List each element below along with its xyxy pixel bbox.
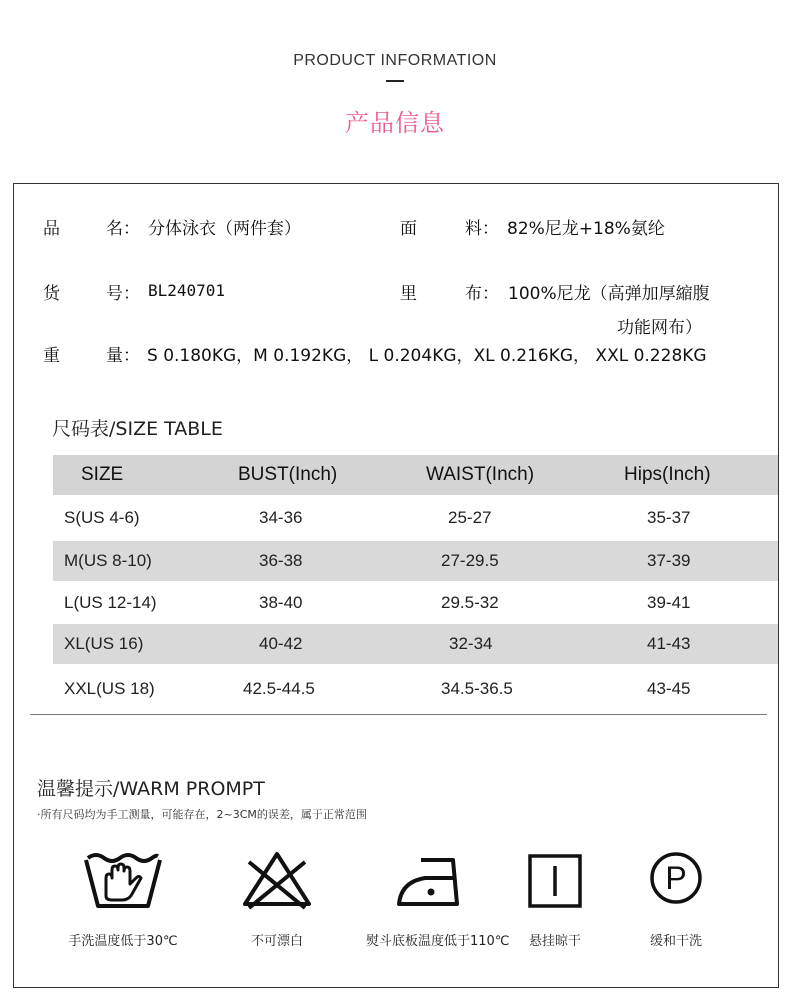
cell-hips: 41-43 (647, 634, 691, 653)
cell-size: S(US 4-6) (64, 508, 140, 527)
info-lining-label-2: 布： (465, 284, 499, 304)
table-header-row (53, 455, 778, 495)
table-row (53, 664, 778, 714)
cell-size: XXL(US 18) (64, 679, 155, 698)
dry-clean-p-icon (648, 848, 704, 910)
measurement-note: ·所有尺码均为手工测量，可能存在，2~3CM的误差，属于正常范围 (37, 808, 367, 821)
table-row (53, 624, 778, 664)
cell-waist: 32-34 (449, 634, 493, 653)
care-item-hand-wash (58, 848, 188, 949)
care-caption: 缓和干洗 (649, 934, 702, 949)
cell-hips: 35-37 (647, 508, 691, 527)
col-header-bust: BUST(Inch) (238, 464, 338, 485)
care-caption: 手洗温度低于30℃ (68, 934, 178, 949)
cell-bust: 40-42 (259, 634, 303, 653)
info-name-value: 分体泳衣（两件套） (148, 219, 301, 239)
info-weight-value: S 0.180KG，M 0.192KG， L 0.204KG，XL 0.216KG， XXL 0.228KG (147, 346, 707, 366)
table-row (53, 495, 778, 541)
care-item-iron (366, 848, 510, 949)
cell-size: L(US 12-14) (64, 592, 157, 612)
col-header-hips: Hips(Inch) (624, 464, 711, 485)
care-item-dry-clean (611, 848, 741, 949)
info-name-label-1: 品 (43, 219, 60, 239)
cell-hips: 39-41 (647, 592, 691, 612)
col-header-waist: WAIST(Inch) (426, 464, 535, 485)
info-lining-value-line2: 功能网布） (617, 318, 702, 338)
info-sku-label-1: 货 (43, 284, 60, 304)
section-divider (30, 714, 767, 715)
cell-bust: 42.5-44.5 (243, 679, 315, 698)
info-sku-label-2: 号： (106, 284, 140, 304)
hang-dry-icon (527, 848, 583, 910)
warm-prompt-heading: 温馨提示/WARM PROMPT (37, 778, 265, 800)
hand-wash-icon (84, 848, 162, 910)
care-item-hang-dry (490, 848, 620, 949)
cell-waist: 27-29.5 (441, 551, 499, 570)
no-bleach-icon (239, 848, 315, 910)
care-caption: 不可漂白 (250, 934, 303, 949)
info-fabric-value: 82%尼龙+18%氨纶 (507, 219, 665, 239)
care-caption: 熨斗底板温度低于110℃ (366, 934, 510, 949)
info-fabric-label-2: 料： (465, 219, 499, 239)
info-lining-value-line1: 100%尼龙（高弹加厚縮腹 (508, 284, 710, 304)
size-table-heading: 尺码表/SIZE TABLE (52, 418, 223, 440)
cell-size: M(US 8-10) (64, 551, 152, 570)
cell-waist: 29.5-32 (441, 592, 499, 612)
size-table (53, 455, 778, 714)
col-header-size: SIZE (81, 464, 124, 485)
cell-size: XL(US 16) (64, 634, 144, 653)
info-weight-label-1: 重 (43, 346, 60, 366)
cn-title: 产品信息 (345, 109, 445, 137)
cell-hips: 43-45 (647, 679, 691, 698)
title-divider (386, 80, 404, 82)
iron-icon (391, 848, 471, 910)
cell-waist: 34.5-36.5 (441, 679, 513, 698)
info-name-label-2: 名： (106, 219, 140, 239)
info-lining-label-1: 里 (400, 284, 417, 304)
en-title: PRODUCT INFORMATION (293, 52, 497, 69)
cell-bust: 36-38 (259, 551, 303, 570)
care-item-no-bleach (212, 848, 342, 949)
table-row (53, 581, 778, 624)
info-sku-value: BL240701 (148, 281, 226, 300)
cell-hips: 37-39 (647, 551, 691, 570)
care-caption: 悬挂晾干 (528, 934, 581, 949)
cell-bust: 34-36 (259, 508, 303, 527)
table-row (53, 541, 778, 581)
cell-waist: 25-27 (448, 508, 492, 527)
info-fabric-label-1: 面 (400, 219, 417, 239)
cell-bust: 38-40 (259, 592, 303, 612)
info-weight-label-2: 量： (106, 346, 140, 366)
dry-clean-symbol: P (665, 860, 687, 896)
